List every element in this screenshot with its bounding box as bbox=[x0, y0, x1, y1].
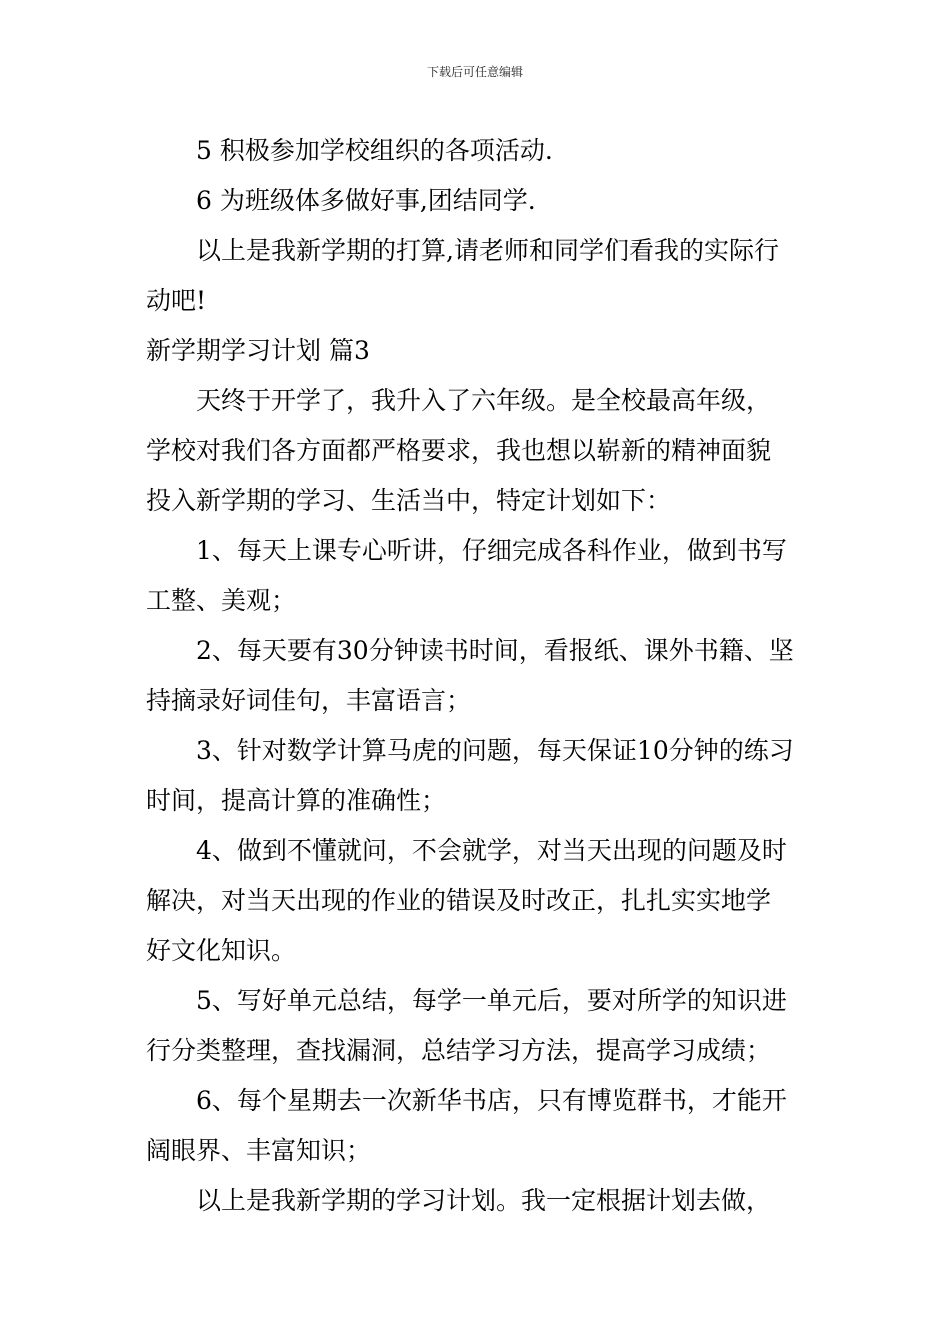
plan-item-1: 1、每天上课专心听讲，仔细完成各科作业，做到书写 bbox=[196, 536, 787, 565]
paragraph-line: 学校对我们各方面都严格要求，我也想以崭新的精神面貌 bbox=[146, 436, 772, 465]
paragraph-line: 天终于开学了，我升入了六年级。是全校最高年级， bbox=[196, 386, 772, 415]
section-title: 新学期学习计划 篇3 bbox=[146, 336, 370, 365]
paragraph-line: 好文化知识。 bbox=[146, 936, 297, 965]
plan-item-6: 6、每个星期去一次新华书店，只有博览群书，才能开 bbox=[196, 1086, 787, 1115]
paragraph-line: 工整、美观； bbox=[146, 586, 297, 615]
paragraph-line: 时间，提高计算的准确性； bbox=[146, 786, 447, 815]
paragraph-line: 解决，对当天出现的作业的错误及时改正，扎扎实实地学 bbox=[146, 886, 772, 915]
plan-item-5: 5、写好单元总结，每学一单元后，要对所学的知识进 bbox=[196, 986, 787, 1015]
paragraph-line: 阔眼界、丰富知识； bbox=[146, 1136, 372, 1165]
paragraph-line: 动吧! bbox=[146, 286, 207, 315]
plan-item-3: 3、针对数学计算马虎的问题，每天保证10分钟的练习 bbox=[196, 736, 794, 765]
list-item-5: 5 积极参加学校组织的各项活动. bbox=[196, 136, 553, 165]
paragraph-line: 持摘录好词佳句，丰富语言； bbox=[146, 686, 472, 715]
list-item-6: 6 为班级体多做好事,团结同学. bbox=[196, 186, 536, 215]
plan-item-2: 2、每天要有30分钟读书时间，看报纸、课外书籍、坚 bbox=[196, 636, 794, 665]
paragraph-line: 以上是我新学期的打算,请老师和同学们看我的实际行 bbox=[196, 236, 779, 265]
paragraph-line: 投入新学期的学习、生活当中，特定计划如下： bbox=[146, 486, 672, 515]
paragraph-line: 行分类整理，查找漏洞，总结学习方法，提高学习成绩； bbox=[146, 1036, 772, 1065]
paragraph-line: 以上是我新学期的学习计划。我一定根据计划去做， bbox=[196, 1186, 772, 1215]
page-header: 下载后可任意编辑 bbox=[426, 65, 523, 79]
plan-item-4: 4、做到不懂就问，不会就学，对当天出现的问题及时 bbox=[196, 836, 787, 865]
